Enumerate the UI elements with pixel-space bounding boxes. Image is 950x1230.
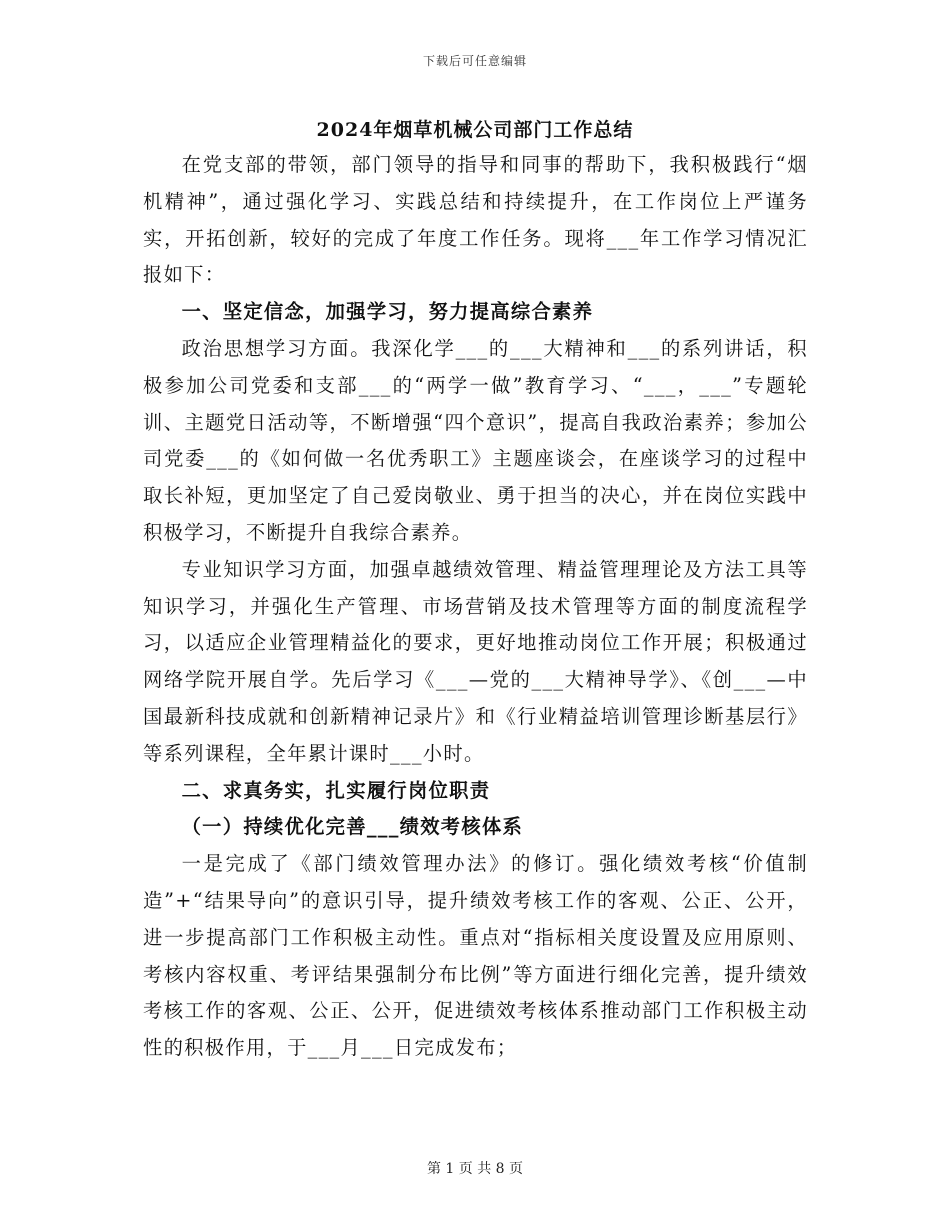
header-note: 下载后可任意编辑 — [422, 54, 527, 68]
page-number-footer: 第 1 页 共 8 页 — [426, 1161, 524, 1177]
section-heading-1: 一、坚定信念，加强学习，努力提高综合素养 — [181, 300, 594, 324]
section-heading-2: 二、求真务实，扎实履行岗位职责 — [181, 778, 491, 802]
document-body — [143, 147, 808, 1067]
political-study-paragraph: 政治思想学习方面。我深化学___的___大精神和___的系列讲话，积极参加公司党委和支部___的“两学一做”教育学习、“___，___”专题轮训、主题党日活动等，不断增强“四个意识”，提高自我政治素养；参加公司党委___的《如何做一名优秀职工》主题座谈会，在座谈学习的过程中取长补短，更加坚定了自己爱岗敬业、勇于担当的决心，并在岗位实践中积极学习，不断提升自我综合素养。 — [143, 336, 808, 544]
subsection-heading-1: （一）持续优化完善___绩效考核体系 — [181, 815, 524, 839]
intro-paragraph: 在党支部的带领，部门领导的指导和同事的帮助下，我积极践行“烟机精神”，通过强化学习、实践总结和持续提升，在工作岗位上严谨务实，开拓创新，较好的完成了年度工作任务。现将___年工作学习情况汇报如下： — [143, 153, 808, 287]
performance-paragraph: 一是完成了《部门绩效管理办法》的修订。强化绩效考核“价值制造”+“结果导向”的意识引导，提升绩效考核工作的客观、公正、公开，进一步提高部门工作积极主动性。重点对“指标相关度设置及应用原则、考核内容权重、考评结果强制分布比例”等方面进行细化完善，提升绩效考核工作的客观、公正、公开，促进绩效考核体系推动部门工作积极主动性的积极作用，于___月___日完成发布； — [143, 852, 808, 1060]
document-title: 2024年烟草机械公司部门工作总结 — [316, 119, 634, 141]
professional-study-paragraph: 专业知识学习方面，加强卓越绩效管理、精益管理理论及方法工具等知识学习，并强化生产管理、市场营销及技术管理等方面的制度流程学习，以适应企业管理精益化的要求，更好地推动岗位工作开展；积极通过网络学院开展自学。先后学习《___—党的___大精神导学》、《创___—中国最新科技成就和创新精神记录片》和《行业精益培训管理诊断基层行》等系列课程，全年累计课时___小时。 — [143, 557, 808, 765]
